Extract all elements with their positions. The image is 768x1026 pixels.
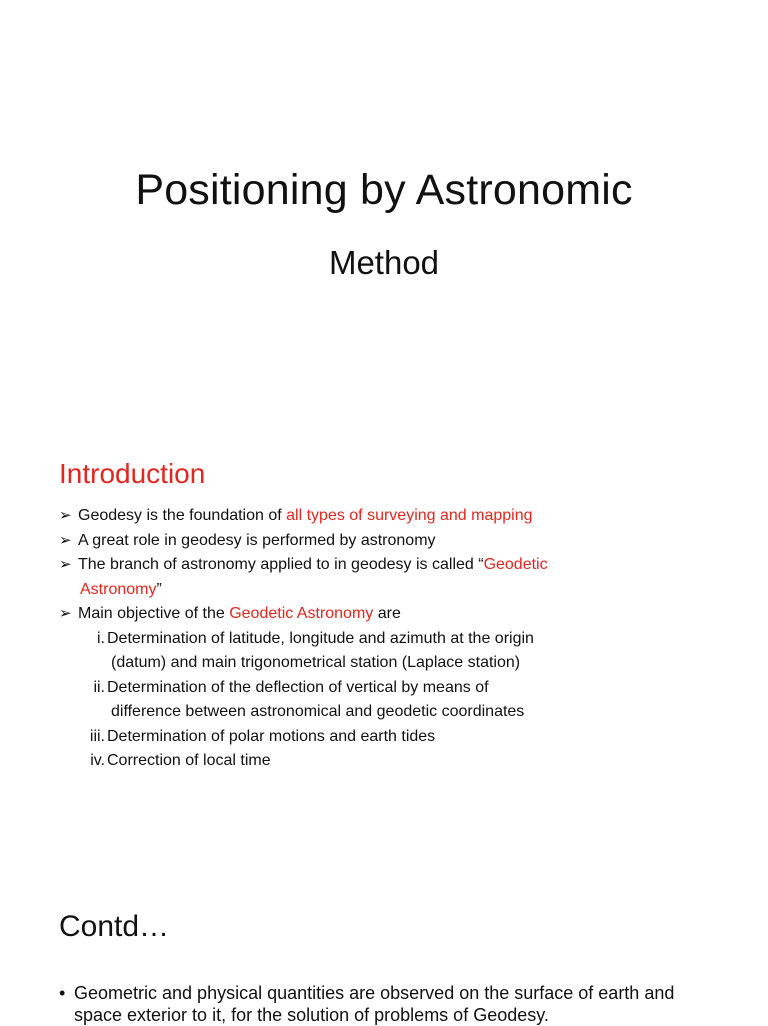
objective-text: Correction of local time: [107, 752, 271, 769]
contd-bullet-text: Geometric and physical quantities are observed on the surface of earth and: [74, 983, 675, 1003]
bullet-text: A great role in geodesy is performed by astronomy: [78, 531, 436, 549]
bullet-highlight: all types of surveying and mapping: [286, 507, 533, 524]
bullet-item: [59, 504, 719, 529]
contd-bullet-text-continued: space exterior to it, for the solution of problems of Geodesy.: [74, 1005, 549, 1025]
objective-text: Determination of polar motions and earth tides: [107, 727, 436, 745]
bullet-highlight-continued: Astronomy: [80, 580, 157, 598]
objective-item: [59, 627, 719, 676]
dot-bullet-icon: •: [59, 983, 66, 1003]
objective-item: [59, 749, 719, 774]
arrow-bullet-icon: ➢: [59, 507, 72, 524]
arrow-bullet-icon: ➢: [59, 531, 72, 549]
slide-subtitle: Method: [328, 244, 440, 281]
bullet-text: Geodesy is the foundation of: [78, 507, 287, 524]
introduction-bullet-list: [59, 504, 719, 774]
objective-number: iv.: [90, 752, 105, 769]
contd-bullet-item: [59, 982, 739, 1026]
objective-number: iii.: [89, 727, 105, 745]
bullet-text-end: are: [373, 605, 401, 622]
bullet-text-end: ”: [156, 580, 162, 598]
objective-text: Determination of latitude, longitude and azimuth at the origin: [107, 629, 534, 647]
objective-text-continued: difference between astronomical and geodetic coordinates: [111, 703, 525, 720]
arrow-bullet-icon: ➢: [59, 605, 72, 622]
objective-number: ii.: [93, 678, 105, 696]
bullet-text: Main objective of the: [78, 605, 230, 622]
bullet-item: [59, 529, 719, 554]
contd-heading: Contd…: [59, 910, 170, 943]
bullet-highlight: Geodetic Astronomy: [229, 605, 374, 622]
objective-text: Determination of the deflection of vertical by means of: [107, 678, 489, 696]
objective-number: i.: [97, 629, 105, 647]
objective-item: [59, 676, 719, 725]
slide-title: Positioning by Astronomic: [135, 166, 633, 214]
arrow-bullet-icon: ➢: [59, 556, 72, 573]
objective-text-continued: (datum) and main trigonometrical station (Laplace station): [111, 654, 521, 671]
contd-bullet-list: [59, 982, 739, 1026]
bullet-highlight: Geodetic: [483, 556, 548, 573]
objectives-list: [59, 627, 719, 774]
bullet-text: The branch of astronomy applied to in geodesy is called “: [78, 556, 484, 573]
introduction-heading: Introduction: [59, 458, 206, 489]
bullet-item: [59, 602, 719, 627]
objective-item: [59, 725, 719, 750]
bullet-item: [59, 553, 719, 602]
